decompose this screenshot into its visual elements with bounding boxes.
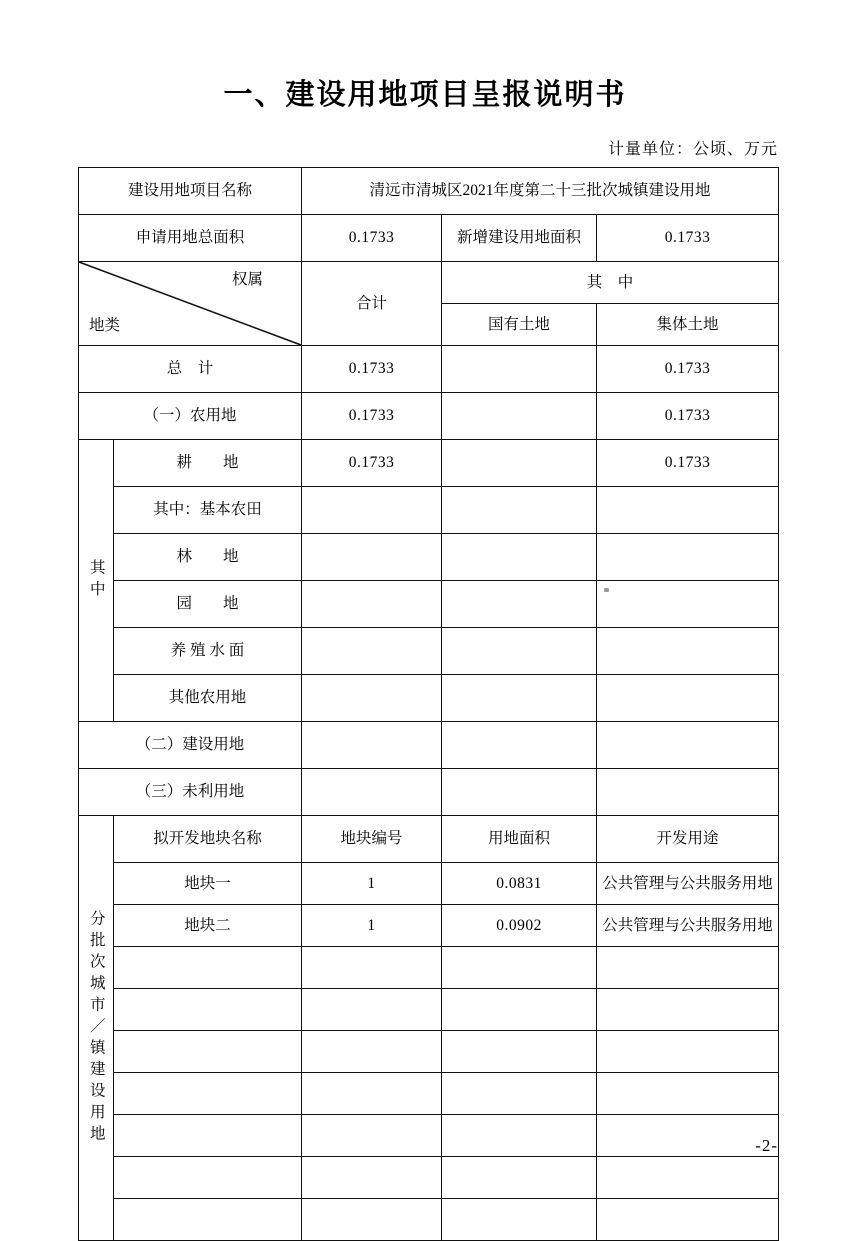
ownership-landtype-diagonal-cell xyxy=(79,262,302,346)
plot-code-header: 地块编号 xyxy=(302,816,442,863)
table-row-plot xyxy=(79,947,779,989)
plot-name: 地块二 xyxy=(114,905,302,947)
land-row-state xyxy=(442,534,597,581)
among-vertical-label-cell xyxy=(79,440,114,722)
state-owned-column-header: 国有土地 xyxy=(442,304,597,346)
land-row-state xyxy=(442,440,597,487)
plot-name xyxy=(114,1073,302,1115)
collective-column-header: 集体土地 xyxy=(597,304,779,346)
batch-vertical-label-cell xyxy=(79,816,114,1241)
table-row-forest-land xyxy=(79,534,779,581)
table-row-land-total xyxy=(79,346,779,393)
among-column-header: 其 中 xyxy=(442,262,779,304)
table-row-cultivated-land xyxy=(79,440,779,487)
plot-name-header: 拟开发地块名称 xyxy=(114,816,302,863)
land-use-report-table xyxy=(78,167,778,1241)
plot-name xyxy=(114,1199,302,1241)
table-row-unused-land xyxy=(79,769,779,816)
table-row-basic-farmland xyxy=(79,487,779,534)
total-area-value: 0.1733 xyxy=(302,215,442,262)
land-row-collective xyxy=(597,581,779,628)
land-row-total xyxy=(302,581,442,628)
land-row-state xyxy=(442,581,597,628)
plot-area xyxy=(442,947,597,989)
table-row-header-ownership xyxy=(79,262,779,304)
plot-area xyxy=(442,1031,597,1073)
plot-purpose: 公共管理与公共服务用地 xyxy=(597,905,779,947)
plot-code: 1 xyxy=(302,905,442,947)
plot-code xyxy=(302,1199,442,1241)
plot-purpose xyxy=(597,1073,779,1115)
land-row-label: 总 计 xyxy=(79,346,302,393)
plot-name xyxy=(114,947,302,989)
landtype-label: 地类 xyxy=(89,316,121,334)
plot-area: 0.0902 xyxy=(442,905,597,947)
table-row-plot xyxy=(79,1199,779,1241)
table-row-plot xyxy=(79,1031,779,1073)
new-area-value: 0.1733 xyxy=(597,215,779,262)
table-row-applied-area xyxy=(79,215,779,262)
table-row-construction-land xyxy=(79,722,779,769)
land-row-label: 养 殖 水 面 xyxy=(114,628,302,675)
land-row-label: （二）建设用地 xyxy=(79,722,302,769)
table-row-plot xyxy=(79,1073,779,1115)
plot-area: 0.0831 xyxy=(442,863,597,905)
table-row-agricultural-land xyxy=(79,393,779,440)
land-row-collective xyxy=(597,628,779,675)
land-row-collective xyxy=(597,487,779,534)
plot-name xyxy=(114,1031,302,1073)
table-row-plot xyxy=(79,905,779,947)
land-row-collective: 0.1733 xyxy=(597,393,779,440)
project-name-value: 清远市清城区2021年度第二十三批次城镇建设用地 xyxy=(302,168,779,215)
land-row-total xyxy=(302,487,442,534)
land-row-label: 其中：基本农田 xyxy=(114,487,302,534)
land-row-collective xyxy=(597,722,779,769)
plot-purpose xyxy=(597,1031,779,1073)
land-row-state xyxy=(442,722,597,769)
plot-name xyxy=(114,989,302,1031)
table-row-plot-header xyxy=(79,816,779,863)
plot-purpose-header: 开发用途 xyxy=(597,816,779,863)
plot-purpose xyxy=(597,989,779,1031)
land-row-label: 其他农用地 xyxy=(114,675,302,722)
land-row-total: 0.1733 xyxy=(302,393,442,440)
measurement-unit-note: 计量单位：公顷、万元 xyxy=(607,141,778,158)
plot-area xyxy=(442,1115,597,1157)
plot-area-header: 用地面积 xyxy=(442,816,597,863)
land-row-label: 林 地 xyxy=(114,534,302,581)
table-row-other-agricultural-land xyxy=(79,675,779,722)
land-row-state xyxy=(442,393,597,440)
table-row-plot xyxy=(79,1157,779,1199)
plot-code xyxy=(302,989,442,1031)
land-row-total xyxy=(302,675,442,722)
project-name-label: 建设用地项目名称 xyxy=(79,168,302,215)
plot-name xyxy=(114,1157,302,1199)
plot-area xyxy=(442,1157,597,1199)
plot-area xyxy=(442,1199,597,1241)
new-area-label: 新增建设用地面积 xyxy=(442,215,597,262)
total-column-header: 合计 xyxy=(302,262,442,346)
plot-code xyxy=(302,1157,442,1199)
plot-purpose xyxy=(597,1157,779,1199)
plot-name xyxy=(114,1115,302,1157)
land-row-label: （三）未利用地 xyxy=(79,769,302,816)
land-row-state xyxy=(442,346,597,393)
land-row-total xyxy=(302,534,442,581)
table-row-project-name xyxy=(79,168,779,215)
table-row-plot xyxy=(79,989,779,1031)
table-row-plot xyxy=(79,863,779,905)
page-number: -2- xyxy=(755,1136,778,1155)
plot-name: 地块一 xyxy=(114,863,302,905)
land-row-state xyxy=(442,675,597,722)
land-row-total: 0.1733 xyxy=(302,346,442,393)
land-row-collective xyxy=(597,534,779,581)
land-row-collective: 0.1733 xyxy=(597,346,779,393)
batch-vertical-label: 分批次城市／镇建设用地 xyxy=(87,909,105,1147)
land-row-total xyxy=(302,628,442,675)
plot-code xyxy=(302,1073,442,1115)
land-row-total xyxy=(302,722,442,769)
plot-area xyxy=(442,989,597,1031)
land-row-state xyxy=(442,628,597,675)
plot-purpose: 公共管理与公共服务用地 xyxy=(597,863,779,905)
plot-purpose xyxy=(597,947,779,989)
page-title: 一、建设用地项目呈报说明书 xyxy=(223,77,627,111)
land-row-collective xyxy=(597,769,779,816)
table-row-aquaculture-surface xyxy=(79,628,779,675)
land-row-label: 园 地 xyxy=(114,581,302,628)
total-area-label: 申请用地总面积 xyxy=(79,215,302,262)
scan-artifact-speck xyxy=(604,588,609,592)
land-row-label: （一）农用地 xyxy=(79,393,302,440)
land-row-collective: 0.1733 xyxy=(597,440,779,487)
land-row-total: 0.1733 xyxy=(302,440,442,487)
ownership-label: 权属 xyxy=(231,271,263,288)
plot-code xyxy=(302,1115,442,1157)
land-row-label: 耕 地 xyxy=(114,440,302,487)
plot-area xyxy=(442,1073,597,1115)
table-row-garden-land xyxy=(79,581,779,628)
among-vertical-label: 其中 xyxy=(87,559,105,602)
table-row-plot xyxy=(79,1115,779,1157)
land-row-state xyxy=(442,487,597,534)
land-row-collective xyxy=(597,675,779,722)
land-row-total xyxy=(302,769,442,816)
plot-code: 1 xyxy=(302,863,442,905)
land-row-state xyxy=(442,769,597,816)
plot-code xyxy=(302,1031,442,1073)
plot-purpose xyxy=(597,1115,779,1157)
plot-purpose xyxy=(597,1199,779,1241)
plot-code xyxy=(302,947,442,989)
